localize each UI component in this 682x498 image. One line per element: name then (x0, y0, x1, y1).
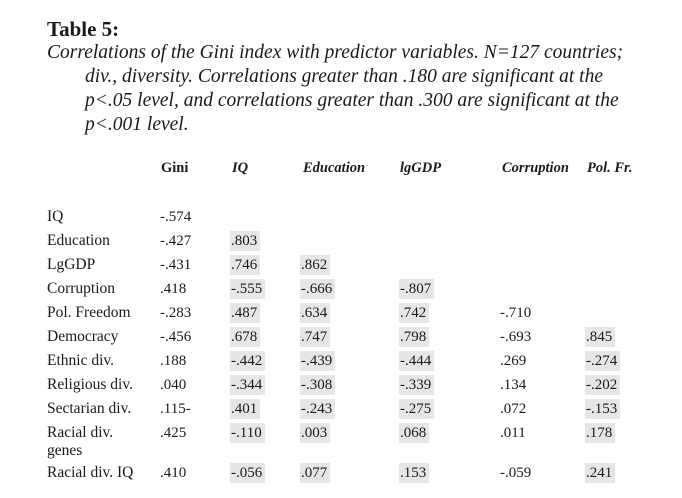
table-cell-lggdp: .798 (399, 327, 429, 347)
table-cell-iq: .746 (230, 255, 260, 275)
row-label (47, 424, 113, 460)
table-cell-pol-fr: .845 (585, 327, 615, 347)
row-label: Corruption (47, 280, 116, 297)
table-cell-iq: -.555 (230, 279, 265, 299)
row-label: IQ (47, 208, 64, 225)
table-cell-lggdp: -.339 (399, 375, 434, 395)
table-cell-education: -.308 (300, 375, 335, 395)
table-cell-gini: -.427 (160, 233, 192, 249)
table-cell-corruption: -.710 (500, 305, 532, 321)
column-header-iq: IQ (232, 160, 249, 176)
table-cell-education: .003 (300, 423, 330, 443)
table-cell-gini: .040 (160, 377, 187, 393)
column-header-education: Education (303, 160, 366, 176)
table-cell-iq: .803 (230, 231, 260, 251)
row-label: Sectarian div. (47, 400, 132, 417)
table-cell-lggdp: .068 (399, 423, 429, 443)
table-cell-iq: -.344 (230, 375, 265, 395)
row-label: Democracy (47, 328, 119, 345)
column-header-pol-fr: Pol. Fr. (587, 160, 633, 176)
table-cell-education: .634 (300, 303, 330, 323)
table-cell-education: .077 (300, 463, 330, 483)
table-cell-iq: .487 (230, 303, 260, 323)
table-cell-education: .862 (300, 255, 330, 275)
column-header-lggdp: lgGDP (400, 160, 442, 176)
table-cell-corruption: -.693 (500, 329, 532, 345)
table-cell-lggdp: .742 (399, 303, 429, 323)
table-cell-education: .747 (300, 327, 330, 347)
table-cell-iq: .401 (230, 399, 260, 419)
table-cell-corruption: .134 (500, 377, 527, 393)
caption-line: p<.05 level, and correlations greater than .300 are significant at the (85, 90, 619, 111)
table-cell-gini: -.574 (160, 209, 192, 225)
table-cell-pol-fr: -.202 (585, 375, 620, 395)
table-cell-gini: .115- (160, 401, 191, 417)
caption-line: div., diversity. Correlations greater than .180 are significant at the (85, 66, 603, 87)
row-label-line: genes (47, 442, 83, 459)
row-label-line: Racial div. (47, 424, 114, 441)
row-label: Ethnic div. (47, 352, 115, 369)
table-caption (47, 41, 672, 137)
table-cell-iq: .678 (230, 327, 260, 347)
table-cell-gini: -.431 (160, 257, 192, 273)
row-label: Pol. Freedom (47, 304, 131, 321)
table-cell-gini: -.283 (160, 305, 192, 321)
table-cell-corruption: .011 (500, 425, 526, 441)
table-cell-iq: -.442 (230, 351, 265, 371)
table-cell-education: -.666 (300, 279, 335, 299)
table-cell-lggdp: -.444 (399, 351, 434, 371)
table-cell-lggdp: .153 (399, 463, 429, 483)
column-header-gini: Gini (161, 160, 189, 176)
row-label: Racial div. IQ (47, 464, 134, 481)
caption-line: Correlations of the Gini index with predictor variables. N=127 countries; (47, 42, 624, 63)
caption-line: p<.001 level. (85, 114, 189, 135)
table-cell-corruption: .269 (500, 353, 527, 369)
table-cell-gini: .425 (160, 425, 187, 441)
table-cell-corruption: .072 (500, 401, 527, 417)
table-cell-gini: .188 (160, 353, 187, 369)
row-label: Education (47, 232, 110, 249)
table-cell-corruption: -.059 (500, 465, 532, 481)
table-cell-pol-fr: .241 (585, 463, 615, 483)
table-cell-gini: -.456 (160, 329, 192, 345)
table-cell-lggdp: -.807 (399, 279, 434, 299)
table-cell-pol-fr: .178 (585, 423, 615, 443)
table-cell-gini: .418 (160, 281, 187, 297)
table-cell-pol-fr: -.274 (585, 351, 620, 371)
table-cell-pol-fr: -.153 (585, 399, 620, 419)
table-title: Table 5: (47, 17, 120, 41)
row-label: LgGDP (47, 256, 96, 273)
table-cell-education: -.243 (300, 399, 335, 419)
column-header-corruption: Corruption (502, 160, 569, 176)
row-label: Religious div. (47, 376, 133, 393)
table-cell-education: -.439 (300, 351, 335, 371)
table-cell-iq: -.110 (230, 423, 265, 443)
table-cell-lggdp: -.275 (399, 399, 434, 419)
table-cell-iq: -.056 (230, 463, 265, 483)
table-cell-gini: .410 (160, 465, 187, 481)
